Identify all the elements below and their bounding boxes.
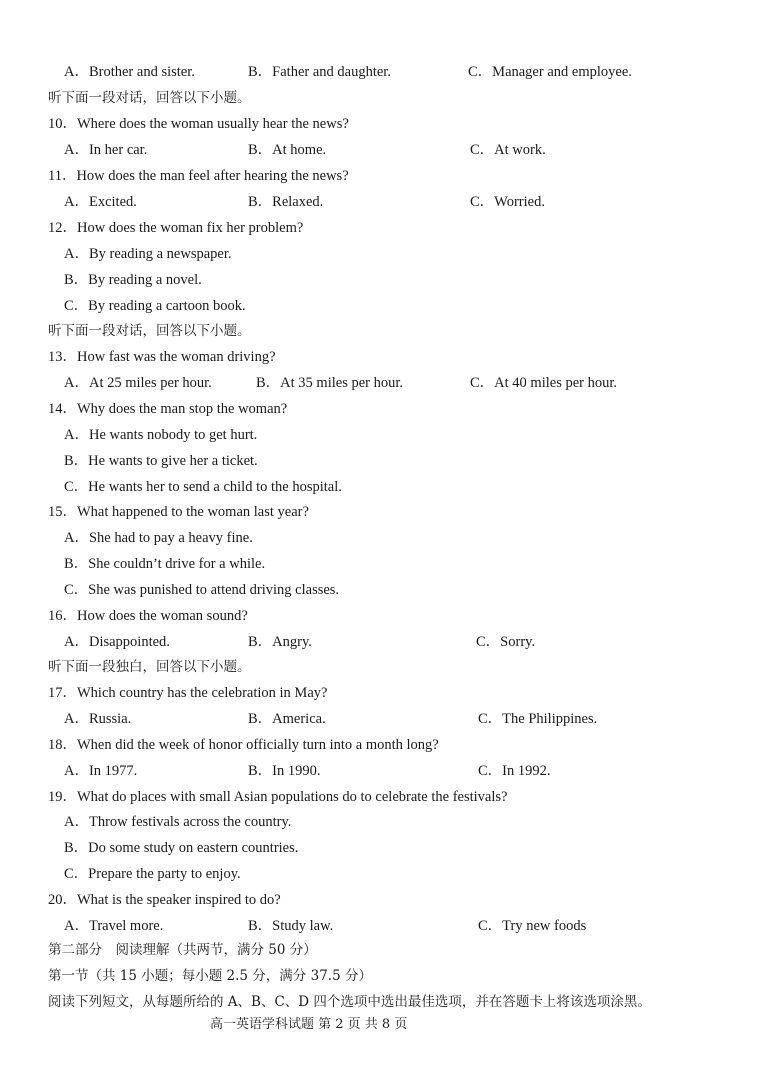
option-c: C．Prepare the party to enjoy.: [64, 866, 241, 882]
instruction: 听下面一段对话，回答以下小题。: [48, 90, 251, 106]
question-18: 18．When did the week of honor officially turn into a month long?: [48, 737, 439, 753]
question-13: 13．How fast was the woman driving?: [48, 349, 276, 365]
question-16: 16．How does the woman sound?: [48, 608, 248, 624]
option-b: B．He wants to give her a ticket.: [64, 453, 258, 469]
option-c: C．By reading a cartoon book.: [64, 298, 246, 314]
option-b: B．At 35 miles per hour.: [256, 375, 404, 391]
section-title: 第一节（共 15 小题；每小题 2.5 分，满分 37.5 分）: [48, 968, 372, 984]
option-c: C．Sorry.: [476, 634, 536, 650]
option-c: C．The Philippines.: [478, 711, 598, 727]
reading-instruction: 阅读下列短文，从每题所给的 A、B、C、D 四个选项中选出最佳选项，并在答题卡上将该选项涂黑。: [48, 994, 651, 1010]
option-a: A．By reading a newspaper.: [64, 246, 232, 262]
option-a: A．He wants nobody to get hurt.: [64, 427, 258, 443]
option-c: C．He wants her to send a child to the hospital.: [64, 479, 342, 495]
option-b: B．Father and daughter.: [248, 64, 391, 80]
option-b: B．America.: [248, 711, 326, 727]
option-a: A．Travel more.: [64, 918, 164, 934]
question-10: 10．Where does the woman usually hear the news?: [48, 116, 349, 132]
option-a: A．In 1977.: [64, 763, 138, 779]
option-c: C．At 40 miles per hour.: [470, 375, 618, 391]
option-c: C．Worried.: [470, 194, 545, 210]
option-c: C．Try new foods: [478, 918, 587, 934]
question-14: 14．Why does the man stop the woman?: [48, 401, 288, 417]
question-20: 20．What is the speaker inspired to do?: [48, 892, 281, 908]
option-a: A．Disappointed.: [64, 634, 170, 650]
option-b: B．In 1990.: [248, 763, 321, 779]
option-a: A．In her car.: [64, 142, 148, 158]
instruction: 听下面一段独白，回答以下小题。: [48, 659, 251, 675]
question-19: 19．What do places with small Asian populations do to celebrate the festivals?: [48, 789, 508, 805]
question-17: 17．Which country has the celebration in May?: [48, 685, 328, 701]
option-a: A．Brother and sister.: [64, 64, 195, 80]
option-a: A．Excited.: [64, 194, 137, 210]
option-b: B．At home.: [248, 142, 327, 158]
option-c: C．She was punished to attend driving classes.: [64, 582, 340, 598]
option-c: C．Manager and employee.: [468, 64, 632, 80]
option-a: A．She had to pay a heavy fine.: [64, 530, 253, 546]
option-b: B．Angry.: [248, 634, 312, 650]
question-12: 12．How does the woman fix her problem?: [48, 220, 304, 236]
option-b: B．Do some study on eastern countries.: [64, 840, 299, 856]
option-b: B．Study law.: [248, 918, 334, 934]
question-11: 11．How does the man feel after hearing the news?: [48, 168, 349, 184]
option-c: C．At work.: [470, 142, 546, 158]
question-15: 15．What happened to the woman last year?: [48, 504, 309, 520]
option-a: A．Russia.: [64, 711, 132, 727]
option-a: A．Throw festivals across the country.: [64, 814, 292, 830]
page-footer: 高一英语学科试题 第 2 页 共 8 页: [210, 1017, 408, 1032]
part-title: 第二部分 阅读理解（共两节，满分 50 分）: [48, 942, 317, 958]
option-a: A．At 25 miles per hour.: [64, 375, 212, 391]
option-b: B．By reading a novel.: [64, 272, 202, 288]
option-b: B．Relaxed.: [248, 194, 324, 210]
instruction: 听下面一段对话，回答以下小题。: [48, 323, 251, 339]
option-c: C．In 1992.: [478, 763, 551, 779]
option-b: B．She couldn’t drive for a while.: [64, 556, 266, 572]
